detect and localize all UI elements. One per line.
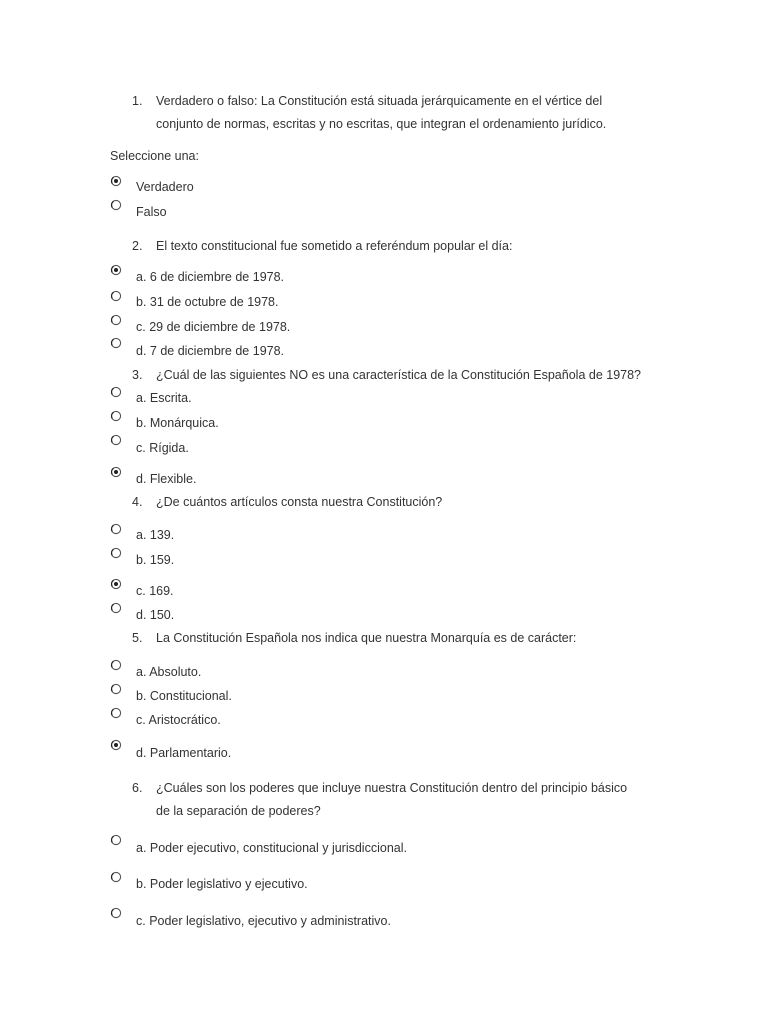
radio-button[interactable] bbox=[110, 264, 122, 276]
question-text: ¿Cuál de las siguientes NO es una característica de la Constitución Española de 1978? bbox=[156, 368, 642, 382]
question-number: 4. bbox=[132, 495, 143, 509]
question-text: El texto constitucional fue sometido a referéndum popular el día: bbox=[156, 239, 513, 253]
option-label[interactable]: a. 139. bbox=[136, 528, 175, 542]
question-number: 2. bbox=[132, 239, 143, 253]
option-label[interactable]: c. 169. bbox=[136, 584, 174, 598]
option-label[interactable]: a. Poder ejecutivo, constitucional y jurisdiccional. bbox=[136, 841, 407, 855]
option-label[interactable]: c. Aristocrático. bbox=[136, 713, 221, 727]
option-label[interactable]: a. Escrita. bbox=[136, 391, 192, 405]
question-text: La Constitución Española nos indica que nuestra Monarquía es de carácter: bbox=[156, 631, 577, 645]
option-label[interactable]: a. Absoluto. bbox=[136, 665, 202, 679]
option-label[interactable]: c. 29 de diciembre de 1978. bbox=[136, 320, 291, 334]
option-label[interactable]: Falso bbox=[136, 205, 167, 219]
option-label[interactable]: c. Rígida. bbox=[136, 441, 189, 455]
radio-button[interactable] bbox=[110, 434, 122, 446]
question-number: 5. bbox=[132, 631, 143, 645]
select-one-label: Seleccione una: bbox=[110, 149, 199, 163]
radio-button[interactable] bbox=[110, 410, 122, 422]
radio-button[interactable] bbox=[110, 907, 122, 919]
radio-button[interactable] bbox=[110, 578, 122, 590]
radio-button[interactable] bbox=[110, 834, 122, 846]
radio-button[interactable] bbox=[110, 386, 122, 398]
option-label[interactable]: b. 31 de octubre de 1978. bbox=[136, 295, 279, 309]
radio-button[interactable] bbox=[110, 547, 122, 559]
question-number: 6. bbox=[132, 781, 143, 795]
option-label[interactable]: Verdadero bbox=[136, 180, 194, 194]
question-text: ¿Cuáles son los poderes que incluye nuestra Constitución dentro del principio básico bbox=[156, 781, 628, 795]
question-number: 3. bbox=[132, 368, 143, 382]
option-label[interactable]: b. Monárquica. bbox=[136, 416, 219, 430]
option-label[interactable]: b. Constitucional. bbox=[136, 689, 232, 703]
radio-button[interactable] bbox=[110, 199, 122, 211]
question-text: de la separación de poderes? bbox=[156, 804, 321, 818]
question-text: Verdadero o falso: La Constitución está situada jerárquicamente en el vértice del bbox=[156, 94, 603, 108]
radio-button[interactable] bbox=[110, 466, 122, 478]
option-label[interactable]: a. 6 de diciembre de 1978. bbox=[136, 270, 285, 284]
radio-button[interactable] bbox=[110, 290, 122, 302]
option-label[interactable]: d. 150. bbox=[136, 608, 175, 622]
option-label[interactable]: d. 7 de diciembre de 1978. bbox=[136, 344, 285, 358]
radio-button[interactable] bbox=[110, 523, 122, 535]
radio-button[interactable] bbox=[110, 659, 122, 671]
radio-button[interactable] bbox=[110, 175, 122, 187]
radio-button[interactable] bbox=[110, 871, 122, 883]
radio-button[interactable] bbox=[110, 683, 122, 695]
question-text: ¿De cuántos artículos consta nuestra Constitución? bbox=[156, 495, 443, 509]
radio-button[interactable] bbox=[110, 314, 122, 326]
radio-button[interactable] bbox=[110, 337, 122, 349]
radio-button[interactable] bbox=[110, 707, 122, 719]
option-label[interactable]: d. Flexible. bbox=[136, 472, 197, 486]
radio-button[interactable] bbox=[110, 602, 122, 614]
option-label[interactable]: d. Parlamentario. bbox=[136, 746, 232, 760]
radio-button[interactable] bbox=[110, 739, 122, 751]
question-text: conjunto de normas, escritas y no escritas, que integran el ordenamiento jurídico. bbox=[156, 117, 607, 131]
option-label[interactable]: b. Poder legislativo y ejecutivo. bbox=[136, 877, 308, 891]
question-number: 1. bbox=[132, 94, 143, 108]
option-label[interactable]: c. Poder legislativo, ejecutivo y administrativo. bbox=[136, 914, 391, 928]
option-label[interactable]: b. 159. bbox=[136, 553, 175, 567]
